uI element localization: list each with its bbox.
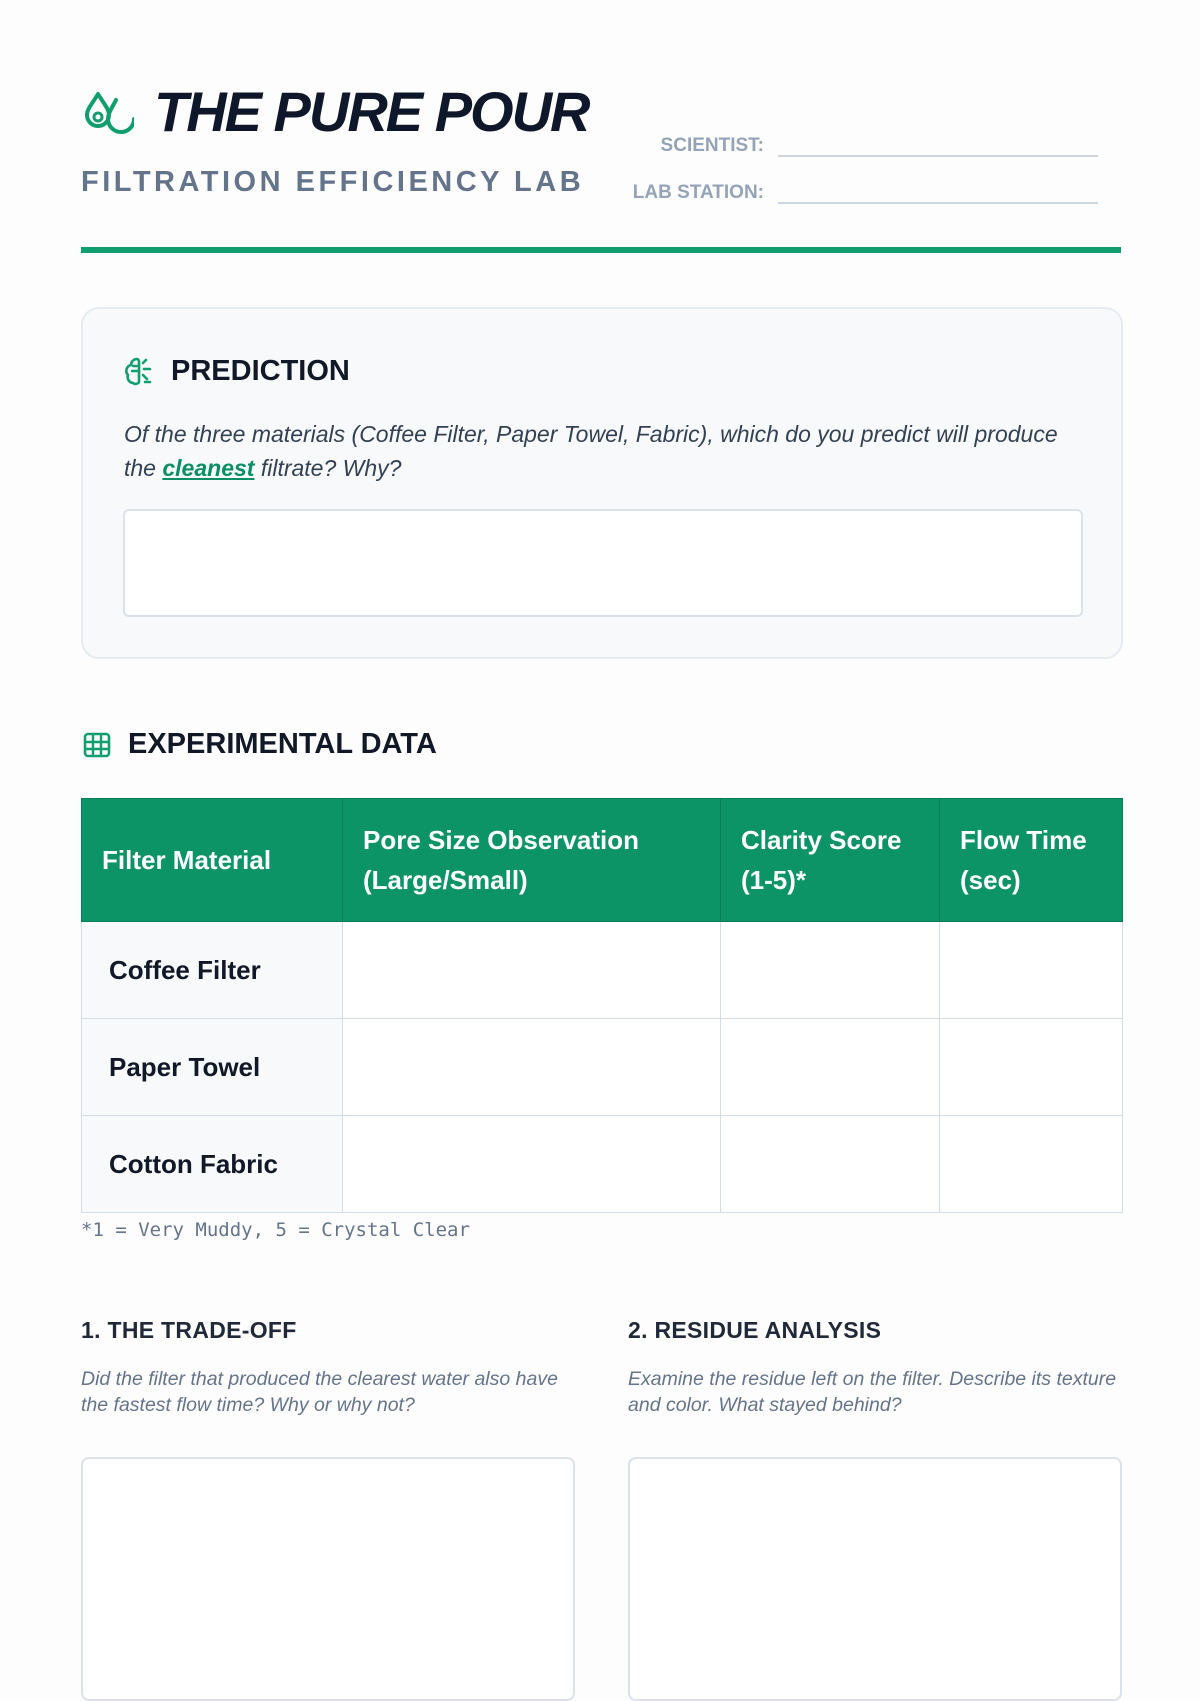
brain-icon: [123, 354, 157, 388]
brand-header: [82, 80, 589, 143]
flow-time-cell[interactable]: [940, 922, 1123, 1019]
material-cell: Cotton Fabric: [82, 1116, 343, 1213]
material-cell: Coffee Filter: [82, 922, 343, 1019]
column-header: Flow Time (sec): [940, 799, 1123, 922]
table-row: [82, 1019, 1123, 1116]
question-prompt: Did the filter that produced the clearest water also have the fastest flow time? Why or why not?: [81, 1368, 558, 1416]
station-label: LAB STATION:: [632, 182, 764, 203]
prediction-card: [81, 307, 1123, 659]
data-table: [81, 798, 1123, 1213]
lab-subtitle: FILTRATION EFFICIENCY LAB: [81, 166, 585, 198]
column-header: Clarity Score (1-5)*: [721, 799, 940, 922]
trade-off-answer-field[interactable]: [81, 1457, 575, 1701]
clarity-footnote: *1 = Very Muddy, 5 = Crystal Clear: [81, 1219, 470, 1241]
question-trade-off: [81, 1317, 575, 1418]
question-residue: [628, 1317, 1122, 1418]
material-cell: Paper Towel: [82, 1019, 343, 1116]
column-header: Pore Size Observation (Large/Small): [343, 799, 721, 922]
data-title: EXPERIMENTAL DATA: [128, 728, 437, 760]
column-header: Filter Material: [82, 799, 343, 922]
clarity-score-cell[interactable]: [721, 922, 940, 1019]
question-emphasis: cleanest: [162, 455, 255, 481]
station-field[interactable]: [778, 178, 1098, 204]
pore-size-cell[interactable]: [343, 1019, 721, 1116]
flow-time-cell[interactable]: [940, 1019, 1123, 1116]
brand-title: THE PURE POUR: [154, 80, 589, 143]
question-text-end: filtrate? Why?: [254, 455, 402, 481]
scientist-label: SCIENTIST:: [660, 135, 764, 156]
question-title: 2. RESIDUE ANALYSIS: [628, 1317, 882, 1343]
scientist-field-row: [661, 131, 1098, 157]
clarity-score-cell[interactable]: [721, 1019, 940, 1116]
table-icon: [82, 730, 112, 760]
prediction-title: PREDICTION: [171, 354, 350, 387]
table-row: [82, 922, 1123, 1019]
clarity-score-cell[interactable]: [721, 1116, 940, 1213]
flow-time-cell[interactable]: [940, 1116, 1123, 1213]
table-header-row: [82, 799, 1123, 922]
question-text: Of the three materials (Coffee Filter, Paper Towel, Fabric), which do you predict will produce the: [124, 421, 1058, 481]
question-prompt: Examine the residue left on the filter. Describe its texture and color. What stayed behind?: [628, 1368, 1117, 1416]
header-divider: [81, 247, 1121, 253]
prediction-question: [124, 417, 1084, 485]
pore-size-cell[interactable]: [343, 1116, 721, 1213]
pore-size-cell[interactable]: [343, 922, 721, 1019]
data-heading: [82, 728, 437, 761]
question-title: 1. THE TRADE-OFF: [81, 1317, 297, 1343]
prediction-answer-field[interactable]: [123, 509, 1083, 617]
prediction-heading: [123, 354, 350, 388]
station-field-row: [633, 178, 1098, 204]
table-row: [82, 1116, 1123, 1213]
residue-answer-field[interactable]: [628, 1457, 1122, 1701]
scientist-field[interactable]: [778, 131, 1098, 157]
water-drops-icon: [82, 86, 134, 138]
